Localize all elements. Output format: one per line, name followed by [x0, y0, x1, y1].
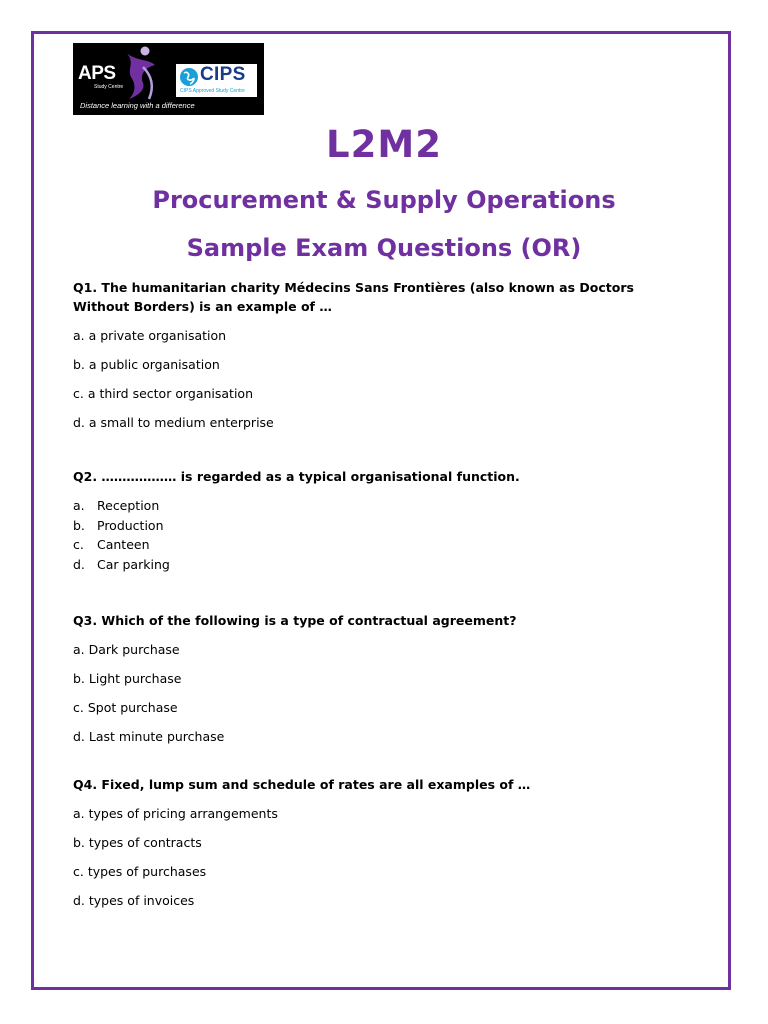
question-text: Q3. Which of the following is a type of contractual agreement?	[73, 613, 517, 628]
cips-logo	[176, 64, 257, 97]
answer-option: c. Spot purchase	[73, 700, 178, 715]
answer-option: b. Production	[73, 517, 164, 533]
answer-option: a. types of pricing arrangements	[73, 806, 278, 821]
question-text: Q2. ……………… is regarded as a typical organisational function.	[73, 469, 520, 484]
answer-option: a. a private organisation	[73, 328, 227, 343]
logo-tagline: Distance learning with a difference	[80, 101, 195, 110]
answer-option: c. types of purchases	[73, 864, 207, 879]
question-block-1	[73, 278, 673, 432]
answer-option: b. types of contracts	[73, 835, 202, 850]
aps-figure-icon	[121, 45, 161, 101]
answer-option: d. types of invoices	[73, 893, 195, 908]
question-text: Q4. Fixed, lump sum and schedule of rates are all examples of …	[73, 777, 531, 792]
aps-study-centre-text: Study Centre	[94, 84, 124, 90]
answer-option: c. Canteen	[73, 537, 150, 552]
answer-option: d. Last minute purchase	[73, 729, 225, 744]
aps-cips-logo	[73, 43, 264, 115]
answer-option: d. a small to medium enterprise	[73, 415, 274, 430]
question-block-4	[73, 775, 673, 910]
question-text: Q1. The humanitarian charity Médecins Sans Frontières (also known as Doctors Without Borders) is an example of …	[73, 280, 634, 314]
answer-option: a. Reception	[73, 498, 160, 513]
answer-option: c. a third sector organisation	[73, 386, 253, 401]
module-code: L2M2	[326, 123, 442, 166]
answer-option: d. Car parking	[73, 556, 170, 572]
page-subtitle: Sample Exam Questions (OR)	[186, 234, 582, 262]
aps-logo-text: APS	[78, 63, 116, 84]
cips-approved-text: CIPS Approved Study Centre	[180, 88, 245, 94]
question-block-3	[73, 611, 673, 746]
answer-option: b. Light purchase	[73, 671, 182, 686]
question-block-2	[73, 467, 673, 574]
answer-list	[73, 496, 673, 574]
answer-option: b. a public organisation	[73, 357, 220, 372]
cips-logo-text: CIPS	[200, 64, 246, 85]
globe-icon	[179, 67, 199, 87]
answer-option: a. Dark purchase	[73, 642, 180, 657]
questions-section	[73, 278, 673, 920]
module-subject: Procurement & Supply Operations	[152, 186, 616, 214]
